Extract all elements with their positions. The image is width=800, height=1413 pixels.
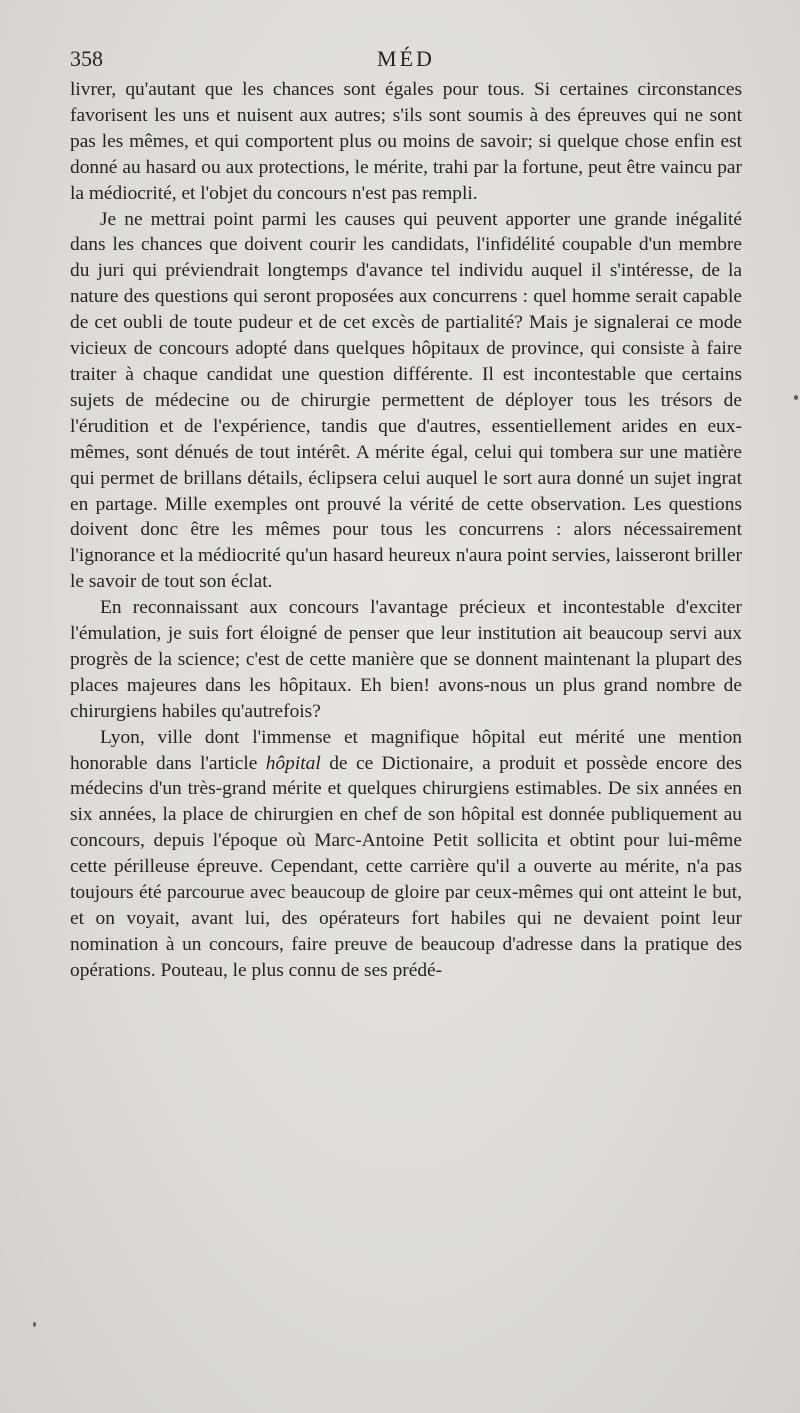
paper-speck [794, 395, 798, 400]
paragraph-lyon [70, 725, 742, 984]
running-head: MÉD [377, 46, 435, 71]
page-number: 358 [70, 46, 103, 71]
paragraph-emulation: En reconnaissant aux concours l'avantage précieux et incontestable d'exciter l'émulation, je suis fort éloigné de penser que leur institution ait beaucoup servi aux progrès de la science; c'est de cette manière que se donnent maintenant la plupart des places majeures dans les hôpitaux. Eh bien! avons-nous un plus grand nombre de chirurgiens habiles qu'autrefois? [70, 597, 742, 722]
paragraph-juri: Je ne mettrai point parmi les causes qui peuvent apporter une grande inégalité dans les chances que doivent courir les candidats, l'infidélité coupable d'un membre du juri qui préviendrait longtemps d'avance tel individu auquel il s'intéresse, de la nature des questions qui seront proposées aux concurrens : quel homme serait capable de cet oubli de toute pudeur et de cet excès de partialité? Mais je signalerai ce mode vicieux de concours adopté dans quelques hôpitaux de province, qui consiste à faire traiter à chaque candidat une question différente. Il est incontestable que certains sujets de médecine ou de chirurgie permettent de déployer tous les trésors de l'érudition et de l'expérience, tandis que d'autres, essentiellement arides en eux-mêmes, sont dénués de tout intérêt. A mérite égal, celui qui tombera sur une matière qui permet de brillans détails, éclipsera celui auquel le sort aura donné un sujet ingrat en partage. Mille exemples ont prouvé la vérité de cette observation. Les questions doivent donc être les mêmes pour tous les concurrens : alors nécessairement l'ignorance et la médiocrité qu'un hasard heureux n'aura point servies, laisseront briller le savoir de tout son éclat. [70, 208, 742, 593]
italic-term: hôpital [265, 752, 321, 774]
paragraph-lyon-end: de ce Dictionaire, a produit et possède encore des médecins d'un très-grand mérite et quelques chirurgiens estimables. De six années en six années, la place de chirurgien en chef de son hôpital est donnée publiquement au concours, depuis l'époque où Marc-Antoine Petit sollicita et obtint pour lui-même cette périlleuse épreuve. Cependant, cette carrière qu'il a ouverte au mérite, n'a pas toujours été parcourue avec beaucoup de gloire par ceux-mêmes qui ont atteint le but, et on voyait, avant lui, des opérateurs fort habiles qui ne devaient point leur nomination à un concours, faire preuve de beaucoup d'adresse dans la pratique des opérations. Pouteau, le plus connu de ses prédé- [70, 752, 742, 981]
paragraph-continuation: livrer, qu'autant que les chances sont égales pour tous. Si certaines circonstances favorisent les uns et nuisent aux autres; s'ils sont soumis à des épreuves qui ne sont pas les mêmes, et qui comportent plus ou moins de savoir; si quelque chose enfin est donné au hasard ou aux protections, le mérite, trahi par la fortune, peut être vaincu par la médiocrité, et l'objet du concours n'est pas rempli. [70, 79, 742, 204]
paper-speck [33, 1322, 36, 1327]
paragraph-lyon-start: Lyon, ville dont l'immense et magnifique hôpital eut mérité une mention honorable dans l'article [70, 726, 742, 774]
body-text [70, 77, 742, 984]
page-header [70, 44, 742, 74]
